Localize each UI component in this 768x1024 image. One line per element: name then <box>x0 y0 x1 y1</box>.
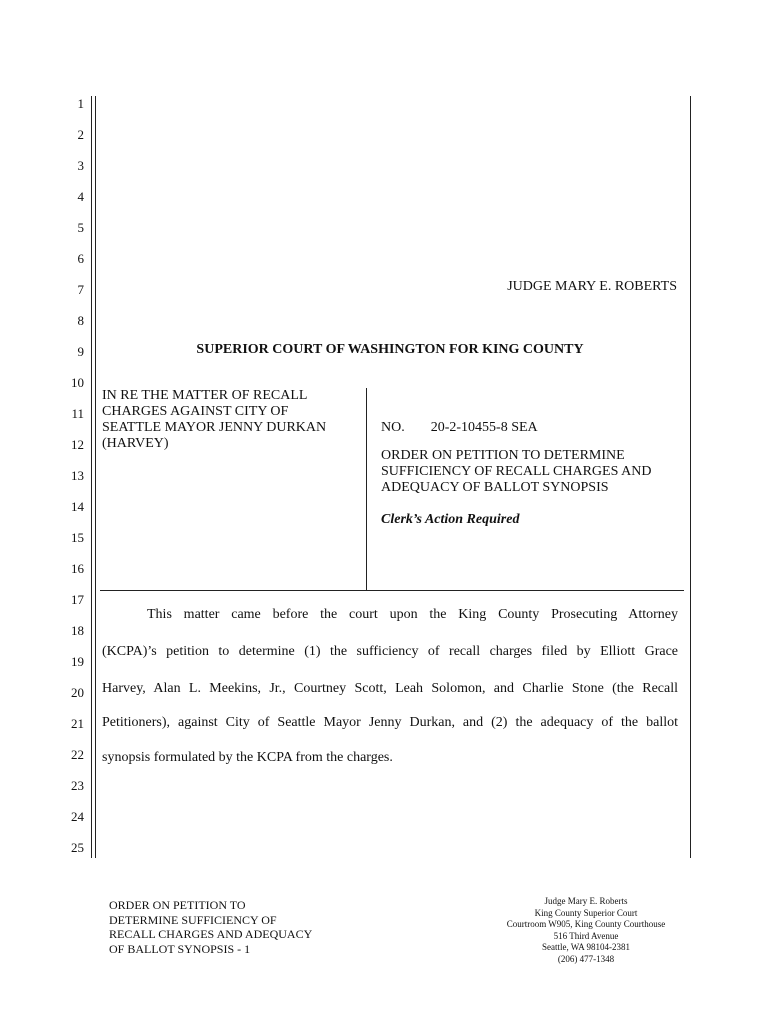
body-line: synopsis formulated by the KCPA from the charges. <box>102 750 393 765</box>
footer-title-line: RECALL CHARGES AND ADEQUACY <box>109 927 313 941</box>
line-number: 6 <box>77 251 84 266</box>
footer-judge-address <box>496 896 676 965</box>
body-line: This matter came before the court upon the King County Prosecuting Attorney <box>147 607 678 622</box>
clerk-action-notice: Clerk’s Action Required <box>381 512 520 527</box>
order-title-line: ADEQUACY OF BALLOT SYNOPSIS <box>381 480 609 495</box>
line-number: 5 <box>77 220 84 235</box>
caption-line: IN RE THE MATTER OF RECALL <box>102 388 308 403</box>
line-number: 2 <box>77 127 84 142</box>
line-number: 18 <box>71 623 84 638</box>
case-number-value: 20-2-10455-8 SEA <box>430 420 538 435</box>
case-number <box>381 420 538 436</box>
line-number: 17 <box>71 592 84 607</box>
line-number: 20 <box>71 685 84 700</box>
caption-line: SEATTLE MAYOR JENNY DURKAN <box>102 420 327 435</box>
case-number-label: NO. <box>381 420 405 435</box>
line-number: 25 <box>71 840 84 855</box>
footer-document-title <box>109 898 339 956</box>
order-title <box>381 448 681 496</box>
line-number: 9 <box>77 344 84 359</box>
address-line: (206) 477-1348 <box>557 953 615 964</box>
line-number: 24 <box>71 809 84 824</box>
order-title-line: SUFFICIENCY OF RECALL CHARGES AND <box>381 464 652 479</box>
footer-title-line: DETERMINE SUFFICIENCY OF <box>109 912 277 927</box>
caption-line: CHARGES AGAINST CITY OF <box>102 404 289 419</box>
line-number: 16 <box>71 561 84 576</box>
footer-title-line: ORDER ON PETITION TO <box>109 898 246 912</box>
left-margin-rule-outer <box>91 96 92 858</box>
body-line: Harvey, Alan L. Meekins, Jr., Courtney Scott, Leah Solomon, and Charlie Stone (the Recall <box>102 681 678 696</box>
line-number: 13 <box>71 468 84 483</box>
line-number: 10 <box>71 375 84 390</box>
footer-title-line: OF BALLOT SYNOPSIS - 1 <box>109 941 251 956</box>
address-line: Courtroom W905, King County Courthouse <box>506 919 666 929</box>
line-number: 21 <box>71 716 84 731</box>
line-number: 11 <box>71 406 84 421</box>
address-line: 516 Third Avenue <box>553 930 619 941</box>
line-number: 8 <box>77 313 84 328</box>
caption-line: (HARVEY) <box>102 436 169 451</box>
body-line: (KCPA)’s petition to determine (1) the sufficiency of recall charges filed by Elliott Grace <box>102 644 678 659</box>
right-margin-rule <box>690 96 691 858</box>
left-margin-rule-inner <box>95 96 96 858</box>
line-number: 3 <box>77 158 84 173</box>
line-number: 1 <box>77 96 84 111</box>
body-line: Petitioners), against City of Seattle Mayor Jenny Durkan, and (2) the adequacy of the ballot <box>102 715 678 730</box>
address-line: Seattle, WA 98104-2381 <box>541 942 631 952</box>
line-number: 4 <box>77 189 84 204</box>
line-number: 12 <box>71 437 84 452</box>
line-number: 15 <box>71 530 84 545</box>
address-line: King County Superior Court <box>534 907 638 918</box>
judge-header: JUDGE MARY E. ROBERTS <box>507 279 677 294</box>
line-number: 22 <box>71 747 84 762</box>
line-number: 14 <box>71 499 84 514</box>
court-title: SUPERIOR COURT OF WASHINGTON FOR KING COUNTY <box>196 342 584 357</box>
case-caption <box>102 388 364 452</box>
order-title-line: ORDER ON PETITION TO DETERMINE <box>381 448 625 463</box>
line-number: 23 <box>71 778 84 793</box>
caption-divider-vertical <box>366 388 367 591</box>
address-line: Judge Mary E. Roberts <box>544 896 628 906</box>
line-number: 19 <box>71 654 84 669</box>
caption-divider-horizontal <box>100 590 684 591</box>
line-number: 7 <box>77 282 84 297</box>
